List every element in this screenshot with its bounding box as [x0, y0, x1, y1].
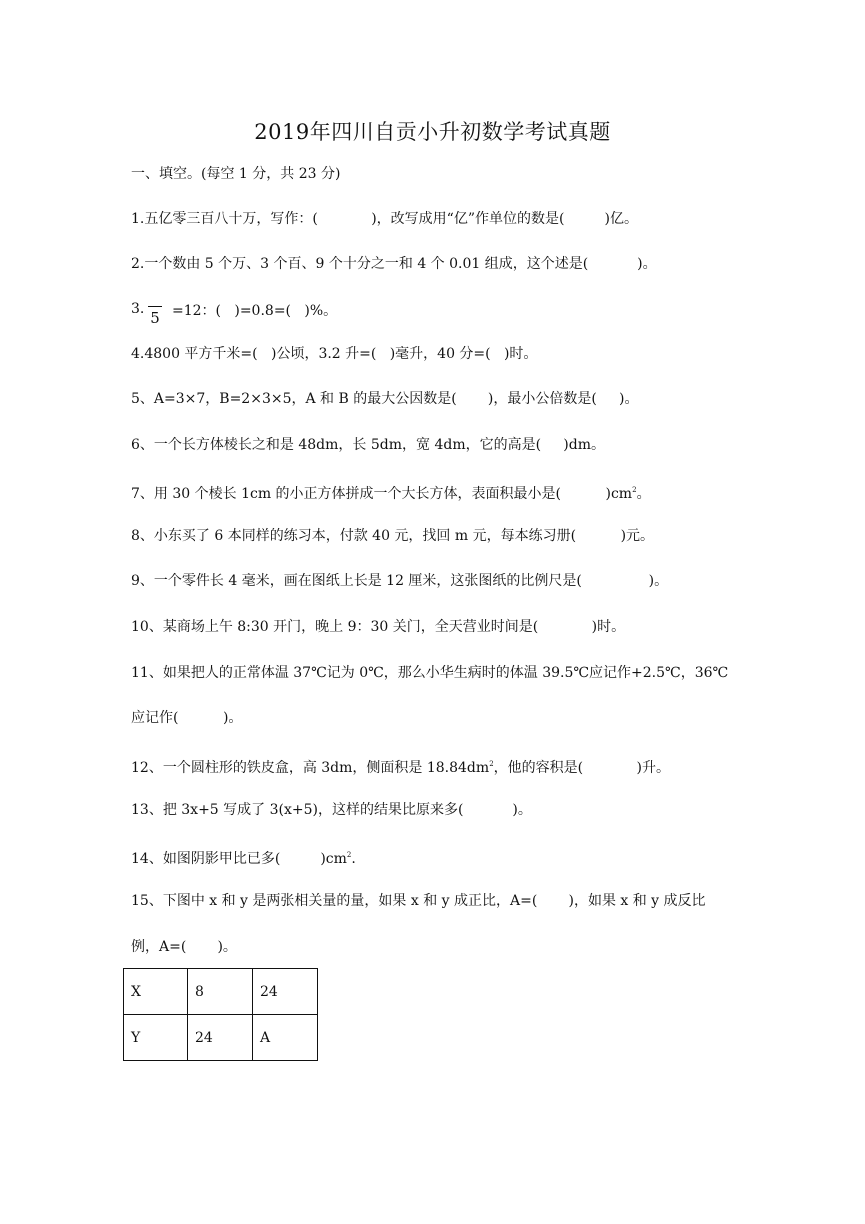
table-row [124, 969, 318, 1015]
table-cell: 8 [188, 969, 253, 1015]
question-6: 6、一个长方体棱长之和是 48dm，长 5dm，宽 4dm，它的高是( )dm。 [131, 437, 606, 453]
question-13: 13、把 3x+5 写成了 3(x+5)，这样的结果比原来多( )。 [131, 802, 532, 818]
question-11-line-2: 应记作( )。 [131, 710, 243, 726]
question-3-prefix: 3. [131, 301, 145, 317]
question-1: 1.五亿零三百八十万，写作：( )，改写成用“亿”作单位的数是( )亿。 [131, 211, 638, 227]
fraction-bar [148, 306, 162, 307]
page-title: 2019年四川自贡小升初数学考试真题 [254, 120, 611, 144]
question-14-superscript: 2 [346, 851, 352, 859]
question-14 [131, 846, 356, 868]
question-9: 9、一个零件长 4 毫米，画在图纸上长是 12 厘米，这张图纸的比例尺是( )。 [131, 573, 669, 589]
question-12 [131, 755, 670, 777]
table-cell: Y [124, 1015, 188, 1061]
question-10: 10、某商场上午 8:30 开门，晚上 9：30 关门，全天营业时间是( )时。 [131, 619, 626, 635]
question-12-text: 12、一个圆柱形的铁皮盒，高 3dm，侧面积是 18.84dm [131, 760, 490, 776]
fraction-denominator: 5 [150, 309, 160, 327]
question-14-end: . [351, 851, 356, 867]
table-cell: X [124, 969, 188, 1015]
question-11-line-1: 11、如果把人的正常体温 37℃记为 0℃，那么小华生病时的体温 39.5℃应记作+2.5℃，36℃ [131, 665, 729, 681]
question-5: 5、A=3×7，B=2×3×5，A 和 B 的最大公因数是( )，最小公倍数是( )。 [131, 391, 639, 407]
question-15-line-2: 例，A=( )。 [131, 939, 237, 955]
question-4: 4.4800 平方千米=( )公顷，3.2 升=( )毫升，40 分=( )时。 [131, 346, 538, 362]
question-15-line-1: 15、下图中 x 和 y 是两张相关量的量，如果 x 和 y 成正比，A=( )，如果 x 和 y 成反比 [131, 893, 706, 909]
question-7 [131, 481, 651, 503]
question-8: 8、小东买了 6 本同样的练习本，付款 40 元，找回 m 元，每本练习册( )元。 [131, 528, 655, 544]
table-row [124, 1015, 318, 1061]
xy-table [123, 968, 318, 1061]
question-14-text: 14、如图阴影甲比已多( )cm [131, 851, 347, 867]
question-7-superscript: 2 [632, 486, 637, 494]
table-cell: 24 [188, 1015, 253, 1061]
question-7-end: 。 [636, 486, 651, 502]
question-12-end: ，他的容积是( )升。 [493, 760, 670, 776]
question-3-text: =12：( )=0.8=( )%。 [172, 303, 338, 319]
question-7-text: 7、用 30 个棱长 1cm 的小正方体拼成一个大长方体，表面积最小是( )cm [131, 486, 633, 502]
question-12-superscript: 2 [489, 760, 494, 768]
table-cell: 24 [253, 969, 318, 1015]
section-heading: 一、填空。(每空 1 分，共 23 分) [131, 166, 341, 182]
table-cell: A [253, 1015, 318, 1061]
question-3-fraction [148, 298, 162, 327]
question-2: 2.一个数由 5 个万、3 个百、9 个十分之一和 4 个 0.01 组成，这个述是( )。 [131, 256, 657, 272]
